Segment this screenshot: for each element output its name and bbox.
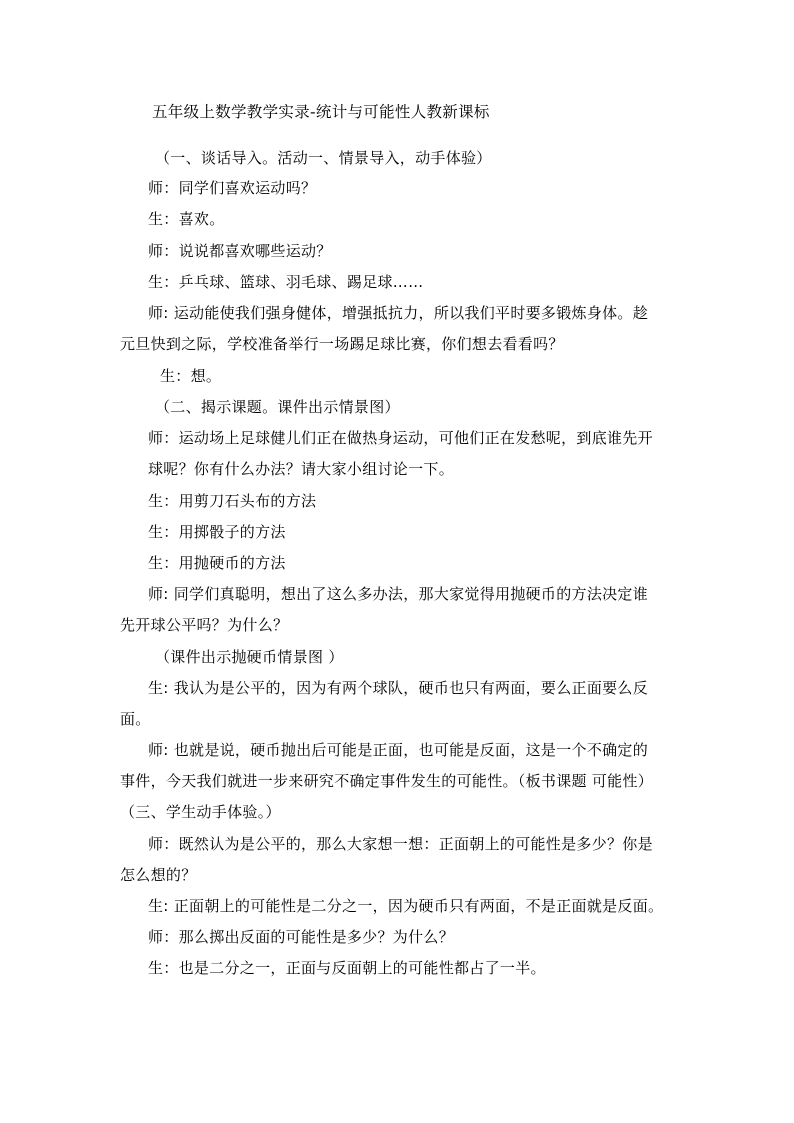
dialogue-line: 师：既然认为是公平的，那么大家想一想：正面朝上的可能性是多少？你是: [148, 835, 653, 853]
dialogue-line: 生：也是二分之一，正面与反面朝上的可能性都占了一半。: [148, 959, 546, 977]
dialogue-line-continued: 面。: [120, 710, 151, 728]
section-heading-1: （一、谈话导入。活动一、情景导入，动手体验）: [155, 149, 492, 167]
dialogue-line: 师: 同学们真聪明，想出了这么多办法，那大家觉得用抛硬币的方法决定谁: [148, 585, 649, 603]
section-heading-2: （二、揭示课题。课件出示情景图）: [155, 398, 400, 416]
dialogue-line: 生：用掷骰子的方法: [148, 523, 286, 541]
dialogue-line-continued: 元旦快到之际，学校准备举行一场踢足球比赛，你们想去看看吗？: [120, 335, 564, 353]
dialogue-line: 师: 也就是说，硬币抛出后可能是正面，也可能是反面，这是一个不确定的: [148, 741, 649, 759]
dialogue-line: 师：那么掷出反面的可能性是多少？为什么？: [148, 928, 455, 946]
dialogue-line-continued: 事件，今天我们就进一步来研究不确定事件发生的可能性。（板书课题 可能性）: [120, 772, 654, 790]
dialogue-line: 生: 我认为是公平的，因为有两个球队，硬币也只有两面，要么正面要么反: [148, 679, 649, 697]
document-title: 五年级上数学教学实录-统计与可能性人教新课标: [152, 103, 490, 121]
dialogue-line: 生：喜欢。: [148, 210, 225, 228]
dialogue-line: 生：乒乓球、篮球、羽毛球、踢足球……: [148, 273, 424, 291]
dialogue-line: 师：说说都喜欢哪些运动？: [148, 242, 332, 260]
dialogue-line: 生: 正面朝上的可能性是二分之一，因为硬币只有两面，不是正面就是反面。: [148, 897, 664, 915]
dialogue-line: 生：用抛硬币的方法: [148, 554, 286, 572]
dialogue-line: 生：想。: [160, 367, 222, 385]
dialogue-line: 师: 运动能使我们强身健体，增强抵抗力，所以我们平时要多锻炼身体。趁: [148, 304, 649, 322]
dialogue-line: 生：用剪刀石头布的方法: [148, 492, 317, 510]
dialogue-line-continued: 怎么想的？: [120, 866, 197, 884]
dialogue-line: 师：同学们喜欢运动吗？: [148, 179, 317, 197]
dialogue-line-continued: 先开球公平吗？为什么？: [120, 616, 289, 634]
dialogue-line-continued: 球呢？你有什么办法？请大家小组讨论一下。: [148, 460, 455, 478]
stage-note: （课件出示抛硬币情景图 ）: [155, 648, 344, 666]
dialogue-line: 师：运动场上足球健儿们正在做热身运动，可他们正在发愁呢，到底谁先开: [148, 429, 653, 447]
section-heading-3: （三、学生动手体验。）: [120, 803, 281, 821]
